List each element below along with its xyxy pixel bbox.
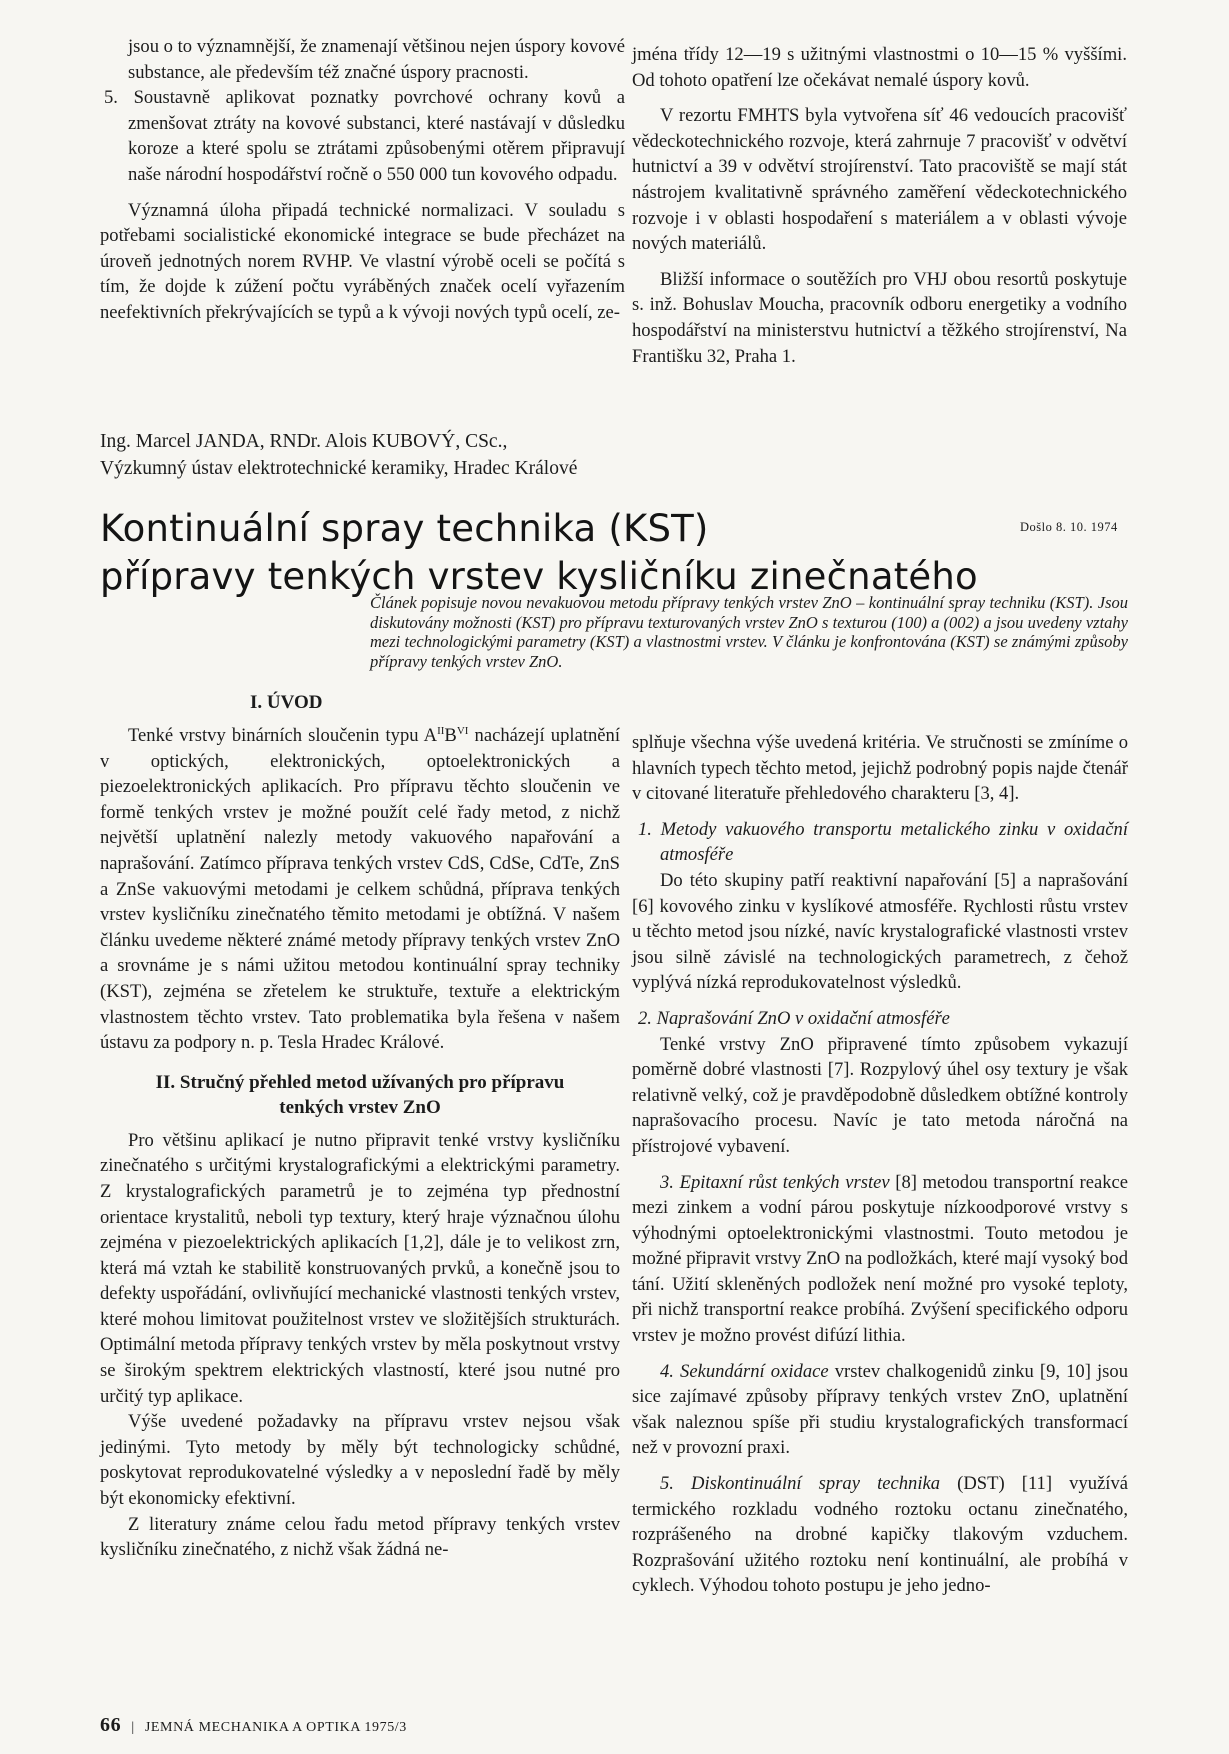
top-right-column (632, 42, 1127, 369)
intro-text-b: B (444, 725, 457, 746)
title-line-2: přípravy tenkých vrstev kysličníku zinečnatého (100, 555, 978, 598)
intro-paragraph (100, 723, 620, 1056)
method-3-heading: 3. Epitaxní růst tenkých vrstev (660, 1171, 890, 1193)
section-heading-2-line1: II. Stručný přehled metod užívaných pro přípravu (155, 1071, 565, 1093)
continued-paragraph: jména třídy 12—19 s užitnými vlastnostmi o 10—15 % vyššími. Od tohoto opatření lze očekávat nemalé úspory kovů. (632, 44, 1127, 91)
superscript-vi: VI (456, 724, 469, 737)
list-item-5: 5. Soustavně aplikovat poznatky povrchové ochrany kovů a zmenšovat ztráty na kovové substanci, které nastávají v důsledku koroze a které spolu se ztrátami způsobenými otěrem připravují naše národní hospodářství ročně o 550 000 tun kovového odpadu. (104, 87, 625, 185)
normalization-paragraph: Významná úloha připadá technické normalizaci. V souladu s potřebami socialistické ekonomické integrace se bude přecházet na úroveň jednotných norem RVHP. Ve vlastní výrobě oceli se počítá s tím, že dojde k zúžení počtu vyráběných značek ocelí vyřazením neefektivních překrývajících se typů a k vývoji nových typů ocelí, ze- (100, 199, 625, 323)
method-5-text: (DST) [11] využívá termického rozkladu vodného roztoku octanu zinečnatého, rozprášeného na drobné kapičky tlakovým vzduchem. Rozprašování užitého roztoku není kontinuální, ale probíhá v cyklech. Výhodou tohoto postupu je jeho jedno- (632, 1473, 1129, 1597)
method-4-paragraph (632, 1359, 1128, 1461)
method-4-text: vrstev chalkogenidů zinku [9, 10] jsou sice zajímavé způsoby přípravy tenkých vrstev ZnO, uplatnění však naleznou spíše při studiu krystalografických transformací než v provozní praxi. (632, 1360, 1128, 1459)
contact-paragraph: Bližší informace o soutěžích pro VHJ obou resortů poskytuje s. inž. Bohuslav Moucha, pracovník odboru energetiky a vodního hospodářství na ministerstvu hutnictví a těžkého strojírenství, Na Františku 32, Praha 1. (632, 268, 1127, 367)
method-5-paragraph (632, 1471, 1128, 1599)
method-1-text: Do této skupiny patří reaktivní napařování [5] a naprašování [6] kovového zinku v kyslíkové atmosféře. Rychlosti růstu vrstev u těchto metod jsou nízké, navíc krystalografické vlastnosti vrstev jsou silně závislé na technologických parametrech, z čehož vyplývá nízká reprodukovatelnost výsledků. (632, 869, 1128, 994)
journal-name: JEMNÁ MECHANIKA A OPTIKA 1975/3 (144, 1720, 407, 1735)
section-heading-2-line2: tenkých vrstev ZnO (279, 1096, 441, 1118)
method-1-heading: 1. Metody vakuového transportu metalického zinku v oxidační atmosféře (638, 818, 1128, 866)
method-5-heading: 5. Diskontinuální spray technika (660, 1473, 941, 1495)
fmhts-paragraph: V rezortu FMHTS byla vytvořena síť 46 vedoucích pracovišť vědeckotechnického rozvoje, která zahrnuje 7 pracovišť v odvětví hutnictví a 39 v odvětví strojírenství. Tato pracoviště se mají stát nástrojem kvalitativně správného zaměření vědeckotechnického rozvoje i v oblasti hospodaření s materiálem a v oblasti vývoje nových materiálů. (632, 105, 1127, 255)
article-title (100, 505, 978, 601)
title-line-1: Kontinuální spray technika (KST) (100, 507, 709, 550)
author-names: Ing. Marcel JANDA, RNDr. Alois KUBOVÝ, CSc., (100, 431, 508, 452)
section-heading-2 (100, 1070, 620, 1120)
left-main-column (100, 690, 620, 1563)
page-number: 66 (100, 1714, 122, 1736)
intro-text-c: nacházejí uplatnění v optických, elektronických, optoelektronických a piezoelektronických aplikacích. Pro přípravu těchto sloučenin ve formě tenkých vrstev je možné použít celé řady metod, z nichž největší uplatnění nalezly metody vakuového napařování a naprašování. Zatímco příprava tenkých vrstev CdS, CdSe, CdTe, ZnS a ZnSe vakuovými metodami je celkem schůdná, příprava tenkých vrstev kysličníku zinečnatého těmito metodami je obtížná. V našem článku uvedeme některé známé metody přípravy tenkých vrstev ZnO a srovnáme je s námi užitou metodou kontinuální spray techniky (KST), zejména se zřetelem ke struktuře, textuře a elektrickým vlastnostem těchto vrstev. Tato problematika byla řešena v našem ústavu za podpory n. p. Tesla Hradec Králové. (100, 725, 620, 1054)
method-4-heading: 4. Sekundární oxidace (660, 1360, 829, 1382)
top-left-column (100, 34, 625, 326)
author-affiliation: Výzkumný ústav elektrotechnické keramiky, Hradec Králové (100, 458, 578, 479)
section-heading-1: I. ÚVOD (250, 692, 323, 713)
method-2-heading: 2. Naprašování ZnO v oxidační atmosféře (638, 1007, 950, 1029)
further-requirements-paragraph: Výše uvedené požadavky na přípravu vrstev nejsou však jedinými. Tyto metody by měly být technologicky schůdné, poskytovat reprodukovatelné výsledky a v neposlední řadě by měly být ekonomicky efektivní. (100, 1411, 620, 1510)
continued-paragraph: jsou o to významnější, že znamenají většinou nejen úspory kovové substance, ale především též značné úspory pracnosti. (128, 36, 625, 83)
page-footer (100, 1714, 407, 1737)
requirements-paragraph: Pro většinu aplikací je nutno připravit tenké vrstvy kysličníku zinečnatého s určitými krystalografickými a elektrickými parametry. Z krystalografických parametrů je to zejména typ přednostní orientace krystalitů, neboli typ textury, který hraje význačnou úlohu zejména v piezoelektrických aplikacích [1,2], dále je to velikost zrn, která má vztah ke stabilitě konstruovaných prvků, a konečně jsou to defekty uspořádání, ovlivňující mechanické vlastnosti tenkých vrstev, které mohou limitovat použitelnost vrstev ve složitějších strukturách. Optimální metoda přípravy tenkých vrstev by měla poskytnout vrstvy se širokým spektrem elektrických vlastností, které jsou nutné pro určitý typ aplikace. (100, 1129, 620, 1407)
intro-text-a: Tenké vrstvy binárních sloučenin typu A (128, 725, 438, 746)
literature-paragraph: Z literatury známe celou řadu metod přípravy tenkých vrstev kysličníku zinečnatého, z nichž však žádná ne- (100, 1513, 620, 1561)
received-date: Došlo 8. 10. 1974 (1020, 520, 1118, 534)
superscript-ii: II (437, 724, 445, 737)
article-abstract: Článek popisuje novou nevakuovou metodu přípravy tenkých vrstev ZnO – kontinuální spray techniku (KST). Jsou diskutovány možnosti (KST) pro přípravu texturovaných vrstev ZnO s texturou (100) a (002) a jsou uvedeny vztahy mezi technologickými parametry (KST) a vlastnostmi vrstev. V článku je konfrontována (KST) se známými způsoby přípravy tenkých vrstev ZnO. (370, 593, 1128, 671)
right-main-column (632, 730, 1128, 1599)
method-3-text: [8] metodou transportní reakce mezi zinkem a vodní párou poskytuje nízkoodporové vrstvy s výhodnými optoelektronickými vlastnostmi. Touto metodou je možné připravit vrstvy ZnO na podložkách, které mají vysoký bod tání. Užití skleněných podložek není možné pro vysoké teploty, při nichž transportní reakce probíhá. Zvýšení specifického odporu vrstev je možno provést difúzí lithia. (632, 1171, 1129, 1347)
footer-separator: | (131, 1720, 135, 1735)
article-authors (100, 428, 577, 482)
method-3-paragraph (632, 1170, 1128, 1349)
method-2-text: Tenké vrstvy ZnO připravené tímto způsobem vykazují poměrně dobré vlastnosti [7]. Rozpylový úhel osy textury je však relativně velký, což je pravděpodobně důsledkem obtížné kontroly naprašovacího procesu. Navíc je tato metoda náročná na přístrojové vybavení. (632, 1033, 1128, 1157)
continued-paragraph: splňuje všechna výše uvedená kritéria. Ve stručnosti se zmíníme o hlavních typech těchto metod, jejichž podrobný popis najde čtenář v citované literatuře přehledového charakteru [3, 4]. (632, 732, 1128, 805)
